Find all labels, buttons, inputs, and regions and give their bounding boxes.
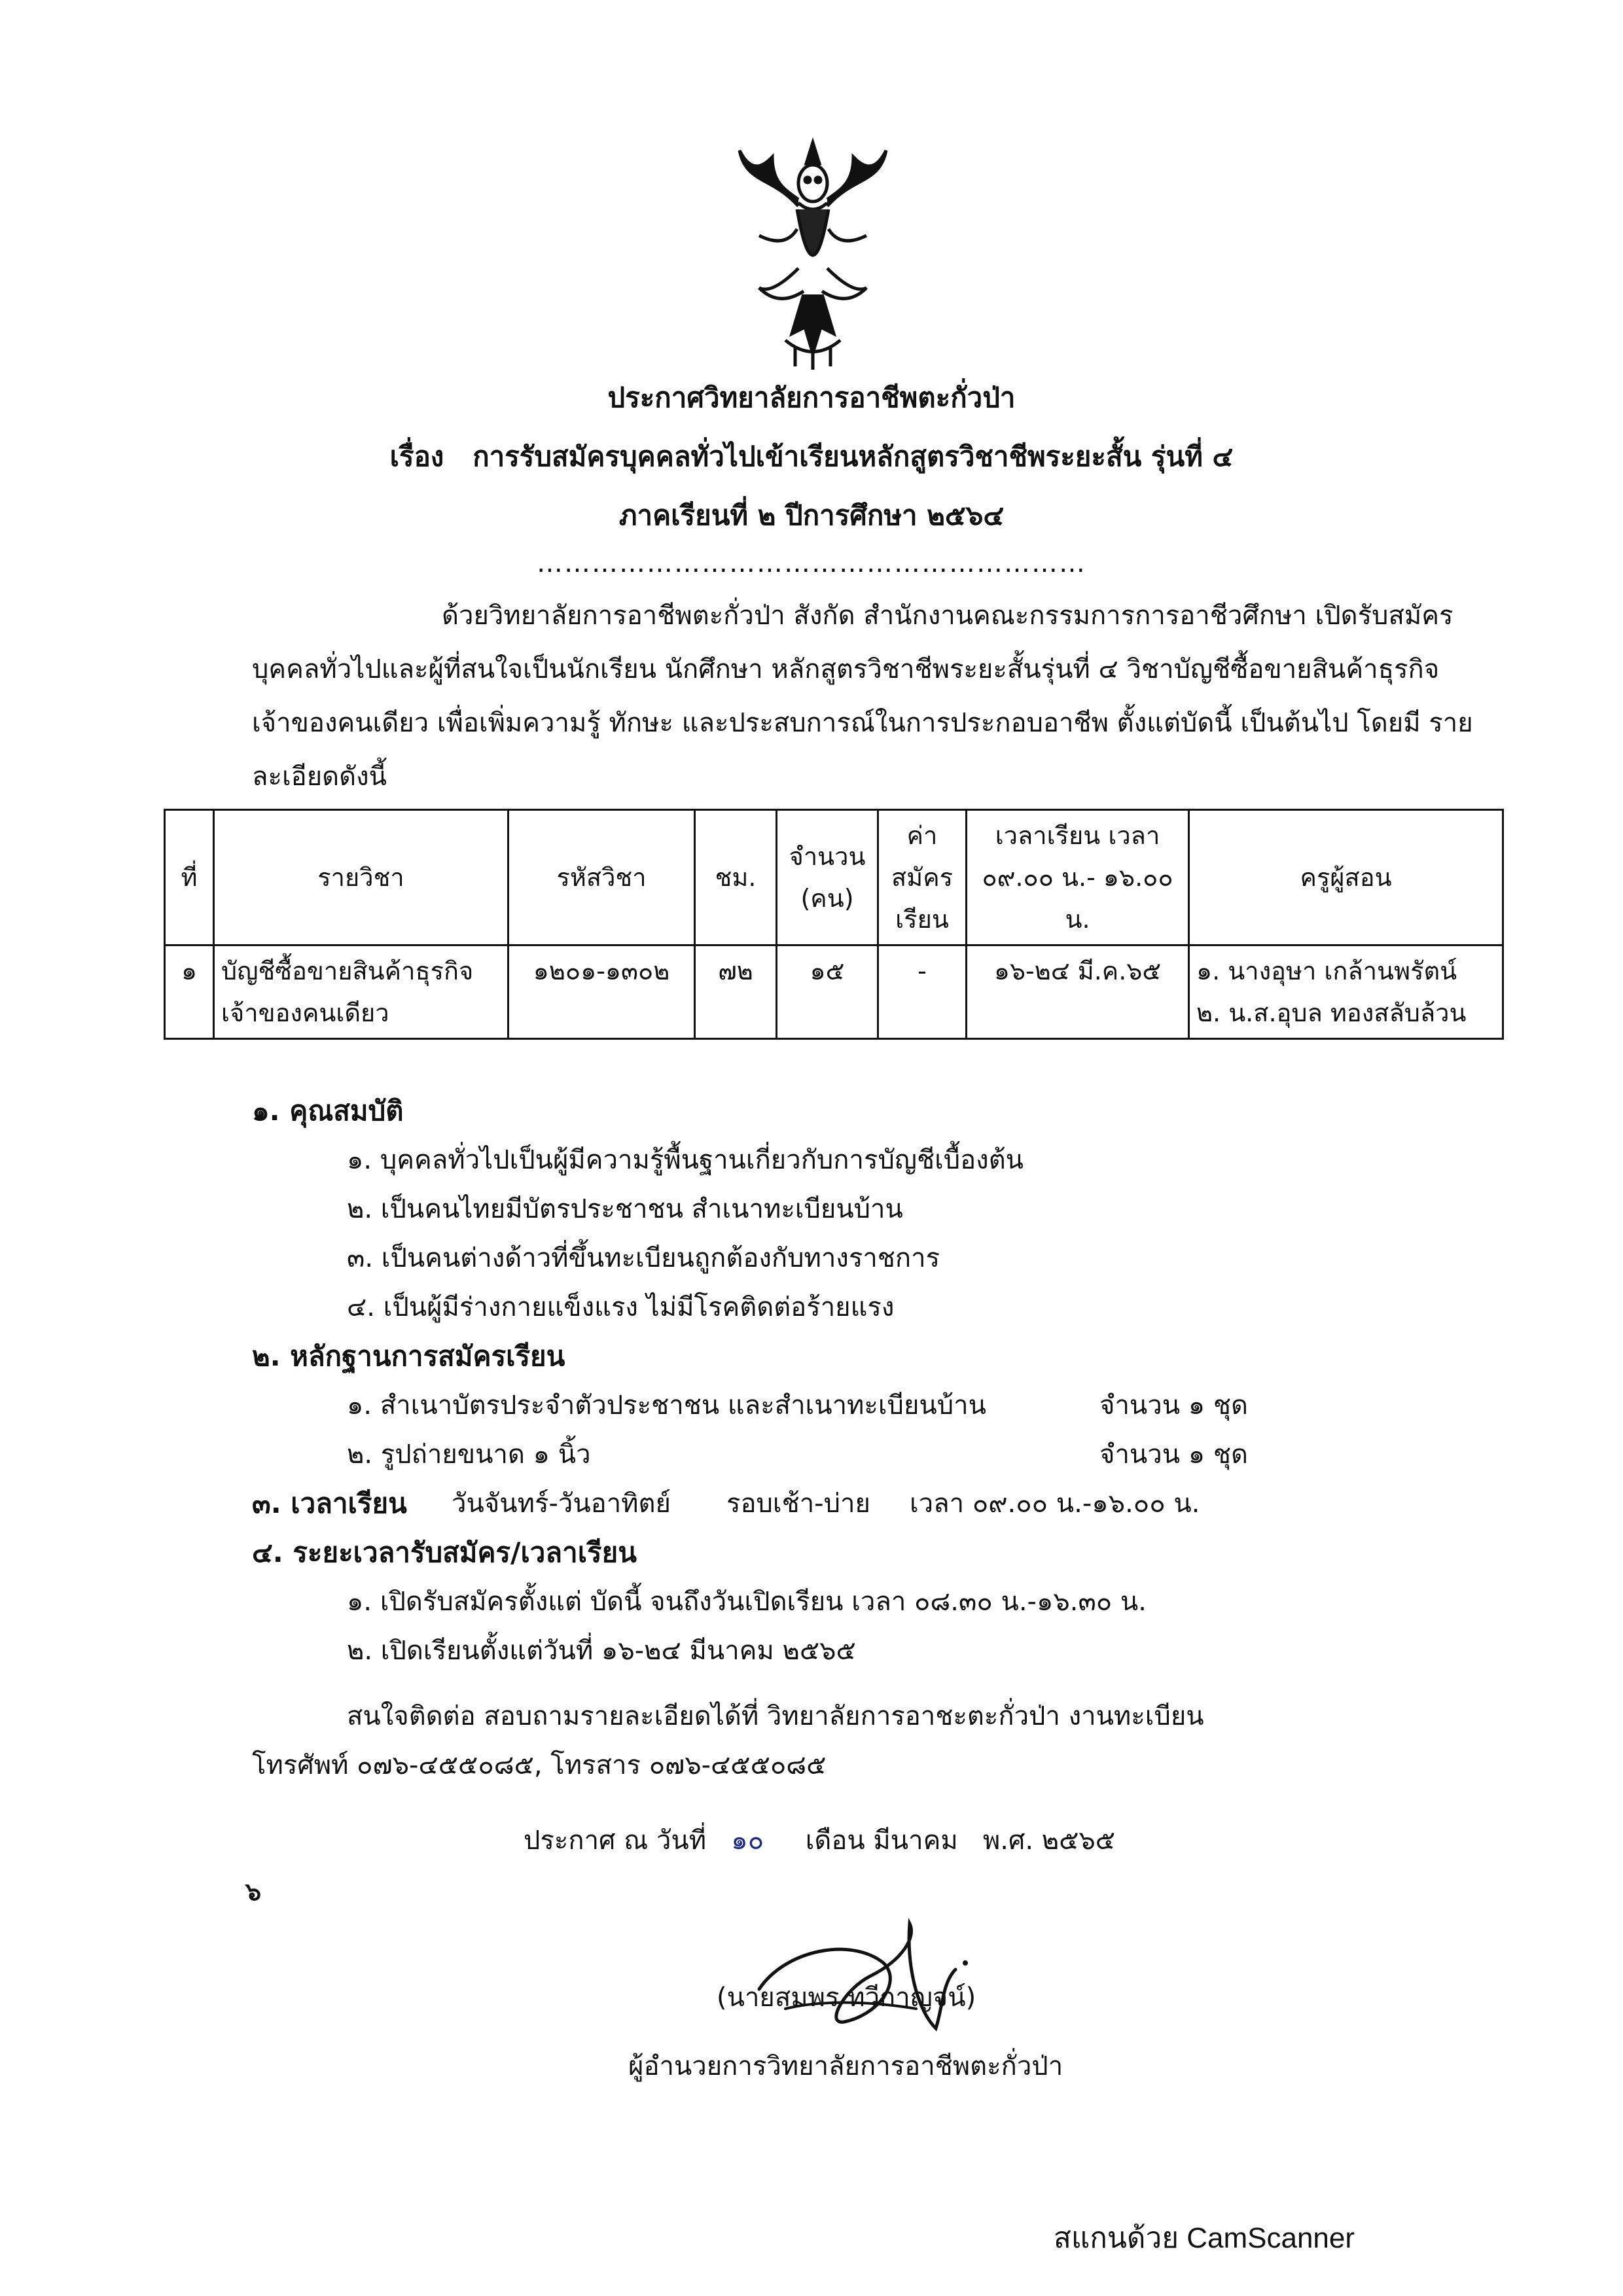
- signatory-name: (นายสมพร ทวีกาญจน์): [717, 1983, 976, 2013]
- row-count: ๑๕: [777, 945, 878, 1039]
- section-period-title: ๔. ระยะเวลารับสมัคร/เวลาเรียน: [252, 1536, 637, 1568]
- col-header-teacher: ครูผู้สอน: [1189, 810, 1503, 945]
- header-divider: ……………………………………………………: [537, 548, 1086, 578]
- document-qty: จำนวน ๑ ชุด: [1099, 1390, 1248, 1421]
- row-subject: บัญชีซื้อขายสินค้าธุรกิจ เจ้าของคนเดียว: [214, 945, 508, 1039]
- col-header-code: รหัสวิชา: [508, 810, 695, 945]
- intro-paragraph: [252, 589, 1482, 804]
- announce-prefix: ประกาศ ณ วันที่: [524, 1826, 707, 1856]
- period-item: ๑. เปิดรับสมัครตั้งแต่ บัดนี้ จนถึงวันเปิดเรียน เวลา ๐๘.๓๐ น.-๑๖.๓๐ น.: [347, 1587, 1147, 1617]
- margin-mark: ๖: [245, 1877, 262, 1906]
- teacher-2: ๒. น.ส.อุบล ทองสลับล้วน: [1196, 998, 1467, 1027]
- announcement-subject: [0, 435, 1623, 478]
- section-documents-title: ๒. หลักฐานการสมัครเรียน: [252, 1340, 565, 1372]
- document-item: ๑. สำเนาบัตรประจำตัวประชาชน และสำเนาทะเบียนบ้าน: [347, 1390, 986, 1421]
- announcement-term: ภาคเรียนที่ ๒ ปีการศึกษา ๒๕๖๔: [618, 499, 1005, 531]
- qualification-item: ๔. เป็นผู้มีร่างกายแข็งแรง ไม่มีโรคติดต่อร้ายแรง: [347, 1292, 895, 1322]
- announce-year: พ.ศ. ๒๕๖๕: [982, 1826, 1116, 1856]
- announce-month: เดือน มีนาคม: [805, 1826, 958, 1856]
- row-fee: -: [878, 945, 967, 1039]
- camscanner-watermark: สแกนด้วย CamScanner: [1054, 2222, 1355, 2254]
- row-no: ๑: [165, 945, 214, 1039]
- row-teacher: [1189, 945, 1503, 1039]
- announcement-title: ประกาศวิทยาลัยการอาชีพตะกั่วป่า: [607, 381, 1016, 414]
- col-header-fee: ค่า สมัคร เรียน: [878, 810, 967, 945]
- course-table: [164, 809, 1504, 1040]
- table-header-row: [165, 810, 1503, 945]
- announce-date: [524, 1819, 1115, 1861]
- section-schedule-title: ๓. เวลาเรียน: [252, 1487, 407, 1519]
- row-hours: ๗๒: [695, 945, 777, 1039]
- garuda-emblem-icon: [733, 137, 893, 373]
- schedule-time: เวลา ๐๙.๐๐ น.-๑๖.๐๐ น.: [910, 1489, 1200, 1519]
- document-qty: จำนวน ๑ ชุด: [1099, 1439, 1248, 1470]
- col-header-no: ที่: [165, 810, 214, 945]
- col-header-time: เวลาเรียน เวลา ๐๙.๐๐ น.- ๑๖.๐๐ น.: [967, 810, 1189, 945]
- col-header-hours: ชม.: [695, 810, 777, 945]
- schedule-days: วันจันทร์-วันอาทิตย์: [452, 1489, 671, 1519]
- schedule-round: รอบเช้า-บ่าย: [726, 1489, 870, 1519]
- announce-day: ๑๐: [731, 1826, 764, 1856]
- subject-text: การรับสมัครบุคคลทั่วไปเข้าเรียนหลักสูตรวิชาชีพระยะสั้น รุ่นที่ ๔: [473, 440, 1234, 472]
- qualification-item: ๓. เป็นคนต่างด้าวที่ขึ้นทะเบียนถูกต้องกับทางราชการ: [347, 1243, 940, 1273]
- document-item: ๒. รูปถ่ายขนาด ๑ นิ้ว: [347, 1439, 591, 1470]
- contact-line-1: สนใจติดต่อ สอบถามรายละเอียดได้ที่ วิทยาลัยการอาชะตะกั่วป่า งานทะเบียน: [347, 1701, 1204, 1731]
- col-header-subject: รายวิชา: [214, 810, 508, 945]
- qualification-item: ๑. บุคคลทั่วไปเป็นผู้มีความรู้พื้นฐานเกี่ยวกับการบัญชีเบื้องต้น: [347, 1145, 1024, 1175]
- row-code: ๑๒๐๑-๑๓๐๒: [508, 945, 695, 1039]
- contact-line-2: โทรศัพท์ ๐๗๖-๔๕๕๐๘๕, โทรสาร ๐๗๖-๔๕๕๐๘๕: [252, 1750, 827, 1780]
- section-qualifications-title: ๑. คุณสมบัติ: [252, 1095, 404, 1127]
- col-header-count: จำนวน (คน): [777, 810, 878, 945]
- row-time: ๑๖-๒๔ มี.ค.๖๕: [967, 945, 1189, 1039]
- intro-text: ด้วยวิทยาลัยการอาชีพตะกั่วป่า สังกัด สำนักงานคณะกรรมการการอาชีวศึกษา เปิดรับสมัคร บุคคลทั่วไปและผู้ที่สนใจเป็นนักเรียน นักศึกษา หลักสูตรวิชาชีพระยะสั้นรุ่นที่ ๔ วิชาบัญชีซื้อขายสินค้าธุรกิจ เจ้าของคนเดียว เพื่อเพิ่มความรู้ ทักษะ และประสบการณ์ในการประกอบอาชีพ ตั้งแต่บัดนี้ เป็นต้นไป โดยมี รายละเอียดดังนี้: [252, 601, 1473, 792]
- table-row: [165, 945, 1503, 1039]
- period-item: ๒. เปิดเรียนตั้งแต่วันที่ ๑๖-๒๔ มีนาคม ๒๕๖๕: [347, 1636, 856, 1666]
- teacher-1: ๑. นางอุษา เกล้านพรัตน์: [1196, 957, 1457, 985]
- qualification-item: ๒. เป็นคนไทยมีบัตรประชาชน สำเนาทะเบียนบ้าน: [347, 1194, 903, 1224]
- subject-label: เรื่อง: [389, 440, 444, 472]
- signatory-position: ผู้อำนวยการวิทยาลัยการอาชีพตะกั่วป่า: [628, 2051, 1063, 2081]
